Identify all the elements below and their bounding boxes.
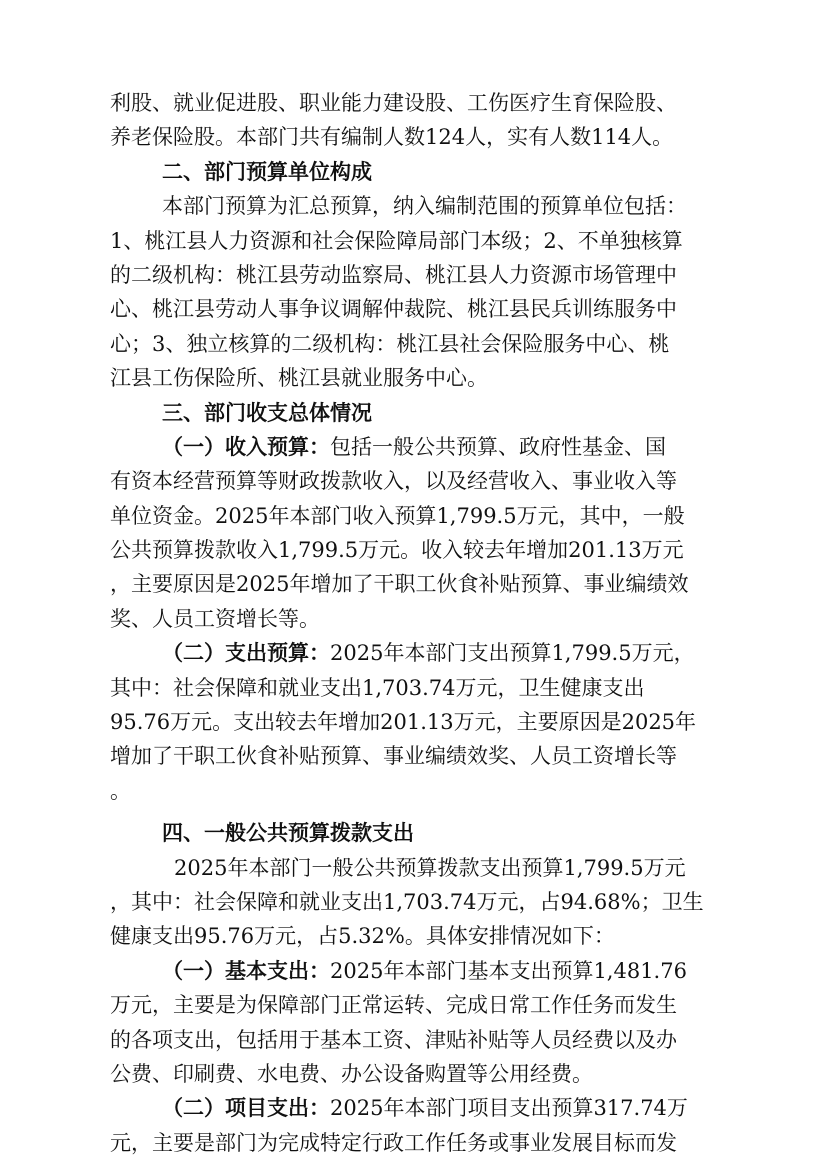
paragraph-line bbox=[110, 224, 714, 258]
line-text: 。 bbox=[110, 778, 131, 803]
paragraph-line bbox=[110, 851, 714, 885]
line-text: 1、桃江县人力资源和社会保险障局部门本级；2、不单独核算 bbox=[110, 228, 683, 253]
line-text: 二、部门预算单位构成 bbox=[162, 158, 372, 184]
paragraph-line bbox=[110, 774, 714, 808]
line-text: 江县工伤保险所、桃江县就业服务中心。 bbox=[110, 366, 488, 391]
paragraph-line bbox=[110, 705, 714, 739]
paragraph-line bbox=[110, 361, 714, 395]
paragraph-line bbox=[110, 464, 714, 498]
paragraph-line bbox=[110, 1023, 714, 1057]
line-text: 养老保险股。本部门共有编制人数124人，实有人数114人。 bbox=[110, 125, 674, 150]
line-text: 利股、就业促进股、职业能力建设股、工伤医疗生育保险股、 bbox=[110, 91, 677, 115]
paragraph-line bbox=[110, 120, 714, 154]
subsection-label: （二）支出预算： bbox=[162, 640, 330, 666]
paragraph-line bbox=[110, 189, 714, 223]
line-text: 元，主要是部门为完成特定行政工作任务或事业发展目标而发 bbox=[110, 1130, 677, 1155]
paragraph-line bbox=[110, 567, 714, 601]
line-text: 2025年本部门一般公共预算拨款支出预算1,799.5万元 bbox=[174, 855, 686, 880]
paragraph-line bbox=[110, 671, 714, 705]
line-text: 健康支出95.76万元，占5.32%。具体安排情况如下： bbox=[110, 924, 615, 949]
paragraph-line bbox=[110, 292, 714, 326]
subsection-label: （一）收入预算： bbox=[162, 433, 330, 459]
subsection-label: （一）基本支出： bbox=[162, 957, 330, 983]
paragraph-line bbox=[110, 499, 714, 533]
line-text: 增加了干职工伙食补贴预算、事业编绩效奖、人员工资增长等 bbox=[110, 744, 677, 769]
line-text: 有资本经营预算等财政拨款收入，以及经营收入、事业收入等 bbox=[110, 469, 677, 494]
line-text: 公费、印刷费、水电费、办公设备购置等公用经费。 bbox=[110, 1061, 593, 1086]
line-text: 心；3、独立核算的二级机构：桃江县社会保险服务中心、桃 bbox=[110, 331, 670, 356]
line-text: 万元，主要是为保障部门正常运转、完成日常工作任务而发生 bbox=[110, 993, 677, 1018]
line-text: 2025年本部门支出预算1,799.5万元， bbox=[330, 641, 695, 666]
line-text: 其中：社会保障和就业支出1,703.74万元，卫生健康支出 bbox=[110, 675, 645, 700]
paragraph-line bbox=[110, 1057, 714, 1091]
line-text: ，主要原因是2025年增加了干职工伙食补贴预算、事业编绩效 bbox=[110, 572, 689, 597]
line-text: 2025年本部门基本支出预算1,481.76 bbox=[330, 958, 687, 983]
line-text: 2025年本部门项目支出预算317.74万 bbox=[330, 1096, 688, 1121]
line-text: 单位资金。2025年本部门收入预算1,799.5万元，其中，一般 bbox=[110, 503, 685, 528]
line-text: ，其中：社会保障和就业支出1,703.74万元，占94.68%；卫生 bbox=[110, 889, 704, 914]
line-text: 的各项支出，包括用于基本工资、津贴补贴等人员经费以及办 bbox=[110, 1027, 677, 1052]
paragraph-line bbox=[110, 885, 714, 919]
line-text: 包括一般公共预算、政府性基金、国 bbox=[330, 434, 666, 459]
paragraph-line bbox=[110, 739, 714, 773]
paragraph-line bbox=[110, 86, 714, 120]
line-text: 本部门预算为汇总预算，纳入编制范围的预算单位包括： bbox=[162, 194, 687, 219]
line-text: 心、桃江县劳动人事争议调解仲裁院、桃江县民兵训练服务中 bbox=[110, 297, 677, 322]
paragraph-line bbox=[110, 430, 714, 464]
document-body bbox=[110, 86, 714, 1160]
paragraph-line bbox=[110, 954, 714, 988]
line-text: 的二级机构：桃江县劳动监察局、桃江县人力资源市场管理中 bbox=[110, 262, 677, 287]
paragraph-line bbox=[110, 1126, 714, 1160]
line-text: 三、部门收支总体情况 bbox=[162, 399, 372, 425]
subsection-label: （二）项目支出： bbox=[162, 1095, 330, 1121]
paragraph-line bbox=[110, 988, 714, 1022]
line-text: 公共预算拨款收入1,799.5万元。收入较去年增加201.13万元 bbox=[110, 538, 684, 563]
paragraph-line bbox=[110, 636, 714, 670]
section-heading bbox=[110, 396, 714, 430]
line-text: 奖、人员工资增长等。 bbox=[110, 606, 320, 631]
paragraph-line bbox=[110, 258, 714, 292]
paragraph-line bbox=[110, 533, 714, 567]
line-text: 95.76万元。支出较去年增加201.13万元，主要原因是2025年 bbox=[110, 710, 697, 735]
paragraph-line bbox=[110, 1091, 714, 1125]
paragraph-line bbox=[110, 327, 714, 361]
section-heading bbox=[110, 816, 714, 850]
section-heading bbox=[110, 155, 714, 189]
paragraph-line bbox=[110, 602, 714, 636]
paragraph-line bbox=[110, 919, 714, 953]
line-text: 四、一般公共预算拨款支出 bbox=[162, 820, 414, 846]
